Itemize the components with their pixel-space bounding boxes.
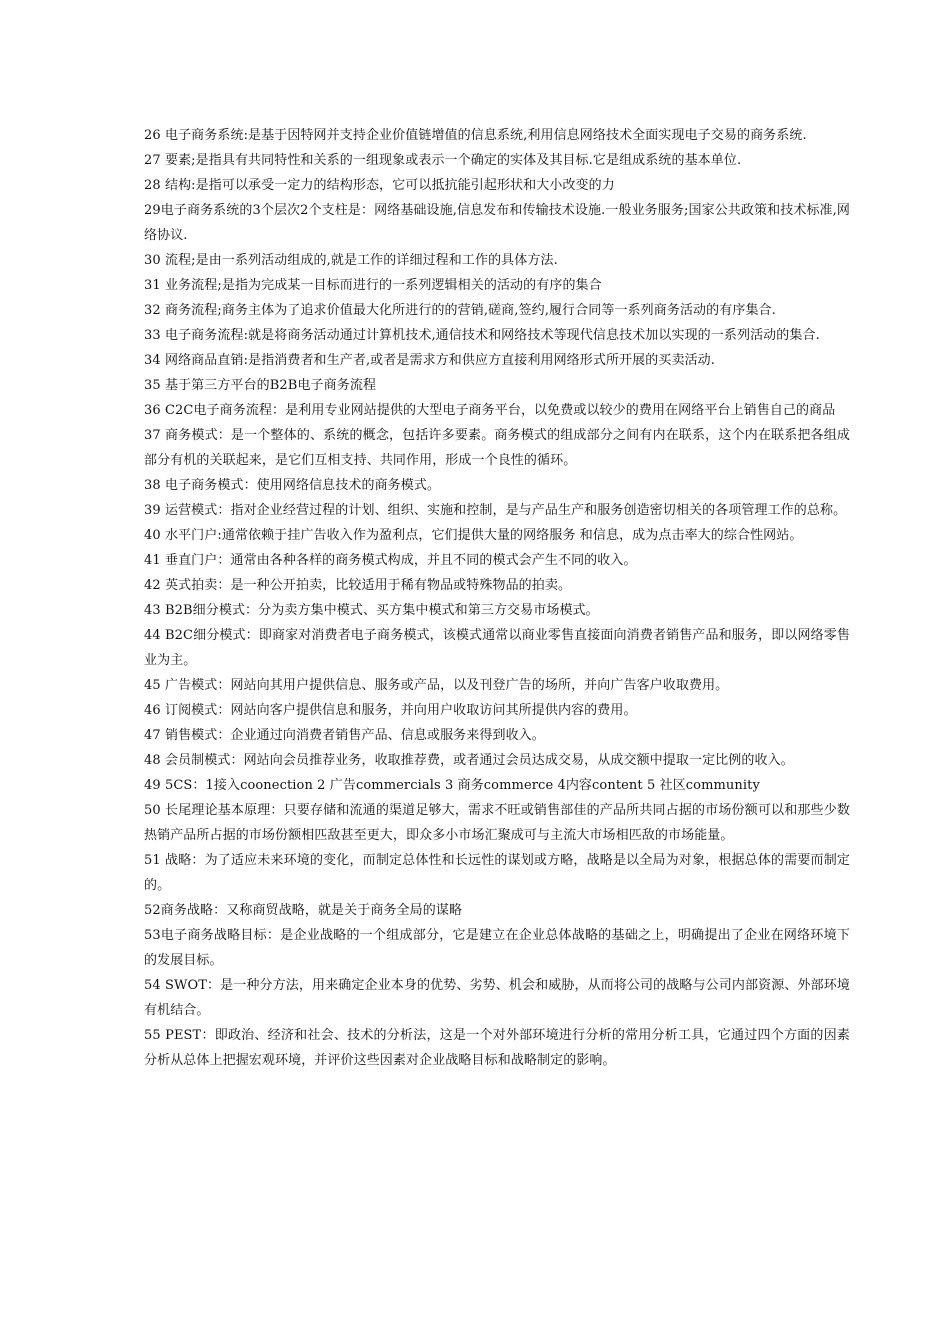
entry-37: 37 商务模式：是一个整体的、系统的概念，包括许多要素。商务模式的组成部分之间有内在联系，这个内在联系把各组成部分有机的关联起来，是它们互相支持、共同作用，形成一个良性的循环。 xyxy=(144,428,850,468)
entry-32: 32 商务流程;商务主体为了追求价值最大化所进行的的营销,磋商,签约,履行合同等一系列商务活动的有序集合. xyxy=(144,303,776,318)
entry-54: 54 SWOT：是一种分方法，用来确定企业本身的优势、劣势、机会和威胁，从而将公司的战略与公司内部资源、外部环境有机结合。 xyxy=(144,978,850,1018)
entry-52: 52商务战略：又称商贸战略，就是关于商务全局的谋略 xyxy=(144,903,463,918)
entry-26: 26 电子商务系统:是基于因特网并支持企业价值链增值的信息系统,利用信息网络技术全面实现电子交易的商务系统. xyxy=(144,128,807,143)
entry-47: 47 销售模式：企业通过向消费者销售产品、信息或服务来得到收入。 xyxy=(144,728,545,743)
entry-49: 49 5CS：1接入coonection 2 广告commercials 3 商务commerce 4内容content 5 社区community xyxy=(144,778,760,793)
entry-50: 50 长尾理论基本原理：只要存储和流通的渠道足够大，需求不旺或销售部佳的产品所共同占据的市场份额可以和那些少数热销产品所占据的市场份额相匹敌甚至更大，即众多小市场汇聚成可与主流大市场相匹敌的市场能量。 xyxy=(144,803,850,843)
entry-27: 27 要素;是指具有共同特性和关系的一组现象或表示一个确定的实体及其目标.它是组成系统的基本单位. xyxy=(144,153,742,168)
entry-43: 43 B2B细分模式：分为卖方集中模式、买方集中模式和第三方交易市场模式。 xyxy=(144,603,599,618)
entry-40: 40 水平门户:通常依赖于挂广告收入作为盈利点，它们提供大量的网络服务 和信息，成为点击率大的综合性网站。 xyxy=(144,528,803,543)
entry-46: 46 订阅模式：网站向客户提供信息和服务，并向用户收取访问其所提供内容的费用。 xyxy=(144,703,637,718)
entry-36: 36 C2C电子商务流程：是利用专业网站提供的大型电子商务平台，以免费或以较少的费用在网络平台上销售自己的商品 xyxy=(144,403,836,418)
entry-28: 28 结构:是指可以承受一定力的结构形态，它可以抵抗能引起形状和大小改变的力 xyxy=(144,178,615,193)
entry-34: 34 网络商品直销:是指消费者和生产者,或者是需求方和供应方直接利用网络形式所开展的买卖活动. xyxy=(144,353,716,368)
entry-38: 38 电子商务模式：使用网络信息技术的商务模式。 xyxy=(144,478,441,493)
entry-42: 42 英式拍卖：是一种公开拍卖，比较适用于稀有物品或特殊物品的拍卖。 xyxy=(144,578,572,593)
entry-31: 31 业务流程;是指为完成某一目标而进行的一系列逻辑相关的活动的有序的集合 xyxy=(144,278,602,293)
entry-41: 41 垂直门户：通常由各种各样的商务模式构成，并且不同的模式会产生不同的收入。 xyxy=(144,553,637,568)
entry-35: 35 基于第三方平台的B2B电子商务流程 xyxy=(144,378,377,393)
entry-51: 51 战略：为了适应未来环境的变化，而制定总体性和长远性的谋划或方略，战略是以全局为对象，根据总体的需要而制定的。 xyxy=(144,853,850,893)
entry-45: 45 广告模式：网站向其用户提供信息、服务或产品，以及刊登广告的场所，并向广告客户收取费用。 xyxy=(144,678,729,693)
entry-55: 55 PEST：即政治、经济和社会、技术的分析法，这是一个对外部环境进行分析的常用分析工具，它通过四个方面的因素分析从总体上把握宏观环境，并评价这些因素对企业战略目标和战略制定的影响。 xyxy=(144,1028,850,1068)
entry-48: 48 会员制模式：网站向会员推荐业务，收取推荐费，或者通过会员达成交易，从成交额中提取一定比例的收入。 xyxy=(144,753,794,768)
entry-39: 39 运营模式：指对企业经营过程的计划、组织、实施和控制，是与产品生产和服务创造密切相关的各项管理工作的总称。 xyxy=(144,503,847,518)
entry-29: 29电子商务系统的3个层次2个支柱是：网络基础设施,信息发布和传输技术设施.一般业务服务;国家公共政策和技术标准,网络协议. xyxy=(144,203,850,243)
document-body xyxy=(144,123,850,1073)
entry-44: 44 B2C细分模式：即商家对消费者电子商务模式，该模式通常以商业零售直接面向消费者销售产品和服务，即以网络零售业为主。 xyxy=(144,628,850,668)
entry-33: 33 电子商务流程:就是将商务活动通过计算机技术,通信技术和网络技术等现代信息技术加以实现的一系列活动的集合. xyxy=(144,328,820,343)
entry-30: 30 流程;是由一系列活动组成的,就是工作的详细过程和工作的具体方法. xyxy=(144,253,558,268)
entry-53: 53电子商务战略目标：是企业战略的一个组成部分，它是建立在企业总体战略的基础之上，明确提出了企业在网络环境下的发展目标。 xyxy=(144,928,850,968)
